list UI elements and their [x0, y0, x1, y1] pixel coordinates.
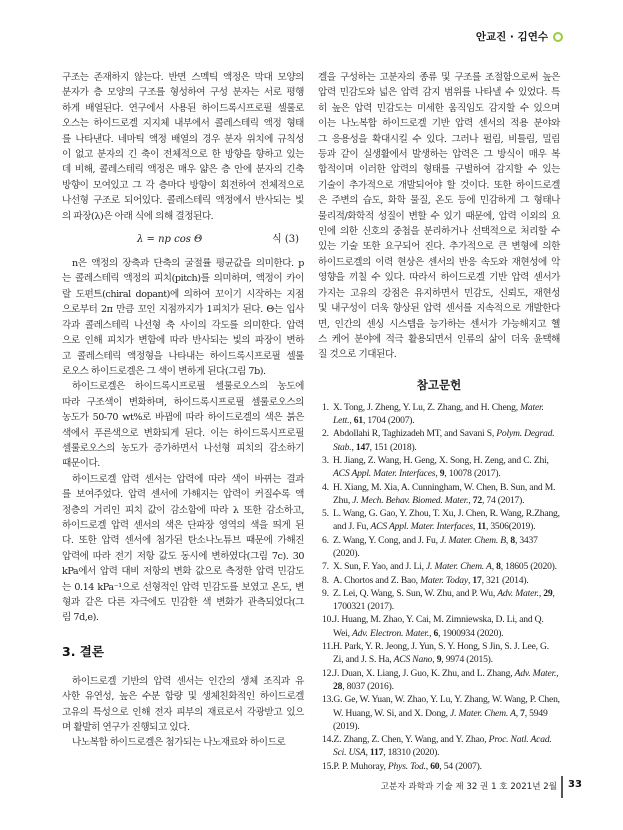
text-line: 압력에 따라 전기 저항 값도 동시에 변하였다(그림 7c). 30: [62, 550, 304, 562]
reference-authors: H. Xiang, M. Xia, A. Cunningham, W. Chen, B. Sun, and M. Zhu,: [333, 481, 556, 506]
reference-authors: G. Ge, W. Yuan, W. Zhao, Y. Lu, Y. Zhang, W. Wang, P. Chen, W. Huang, W. Si, and X. Dong,: [333, 694, 560, 719]
text-line: 따라 구조색이 변화하며, 하이드록시프로필 셀룰로오스의: [62, 396, 304, 408]
reference-journal: Mater. Lett.: [333, 401, 544, 427]
reference-pages-year: , 151 (2018).: [369, 441, 417, 453]
text-line: 로오스 하이드로겔은 그 색이 변하게 된다(그림 7b).: [62, 365, 266, 377]
reference-journal: J. Mater. Chem. A: [425, 561, 492, 573]
reference-item: [322, 481, 560, 508]
page-number: 33: [568, 779, 582, 790]
text-line: 데 비해, 콜레스테릭 액정은 매우 얇은 층 안에 분자의 긴축: [62, 164, 304, 176]
text-line: 하게 배열된다. 연구에서 사용된 하이드록시프로필 셀룰로: [62, 102, 304, 114]
text-line: 물리적/화학적 성질이 변할 수 있기 때문에, 압력 이외의 요: [318, 210, 560, 222]
text-line: 는 0.14 kPa⁻¹으로 선형적인 압력 민감도를 보였고 온도, 변: [62, 581, 304, 593]
reference-number: 6.: [322, 534, 329, 546]
reference-authors: H. Jiang, Z. Wang, H. Geng, X. Song, H. Zeng, and C. Zhi,: [333, 454, 549, 466]
reference-separator: ,: [435, 468, 440, 480]
reference-number: 15.: [322, 760, 334, 772]
text-line: 겔을 구성하는 고분자의 종류 및 구조를 조절함으로써 높은: [318, 72, 560, 83]
reference-volume: 72: [472, 494, 482, 506]
text-line: 형과 같은 다른 자극에도 민감한 색 변화가 관측되었다(그: [62, 597, 304, 608]
left-column: [62, 70, 304, 751]
reference-separator: ,: [505, 534, 511, 546]
reference-volume: 6: [433, 627, 439, 639]
reference-pages-year: , 3437 (2020).: [333, 534, 538, 559]
reference-authors: Abdollahi R, Taghizadeh MT, and Savani S,: [333, 428, 497, 440]
reference-item: [322, 560, 560, 573]
references-heading: 참고문헌: [416, 377, 462, 392]
reference-separator: ,: [429, 627, 434, 639]
reference-journal: J. Mater. Chem. B: [440, 534, 506, 546]
reference-pages-year: , 1700321 (2017).: [333, 587, 555, 613]
text-line: 의 파장(λ)은 아래 식에 의해 결정된다.: [62, 210, 214, 222]
text-line: 이 없고 분자의 긴 축이 전체적으로 한 방향을 향하고 있는: [62, 149, 304, 161]
reference-authors: X. Tong, J. Zheng, Y. Lu, Z. Zhang, and H. Cheng,: [333, 401, 521, 413]
text-line: 나선형 구조로 되어있다. 콜레스테릭 액정에서 반사되는 빛: [62, 195, 304, 207]
reference-item: [322, 693, 560, 733]
text-line: 그 응용성을 확대시킬 수 있다. 그러나 펄림, 비틀림, 밀림: [318, 133, 560, 145]
footer-divider: [561, 776, 563, 798]
reference-authors: Z. Wang, Y. Cong, and J. Fu,: [333, 534, 441, 546]
reference-volume: 60: [430, 760, 440, 772]
text-line: 스 케어 분야에 적극 활용되면서 인류의 삶이 더욱 윤택해: [318, 333, 560, 345]
text-line: 히 높은 압력 민감도는 미세한 움직임도 감지할 수 있으며: [318, 102, 560, 114]
reference-separator: ,: [472, 521, 478, 533]
text-line: 랄 도펀트(chiral dopant)에 의하여 꼬이기 시작하는 지점: [62, 288, 304, 300]
circle-bullet-icon: [553, 32, 563, 42]
reference-journal: Proc. Natl. Acad. Sci. USA: [333, 734, 552, 759]
text-line: 인에 의한 신호의 중첩을 분리하거나 선택적으로 처리할 수: [318, 226, 560, 238]
reference-number: 5.: [322, 508, 329, 520]
reference-journal: J. Mech. Behav. Biomed. Mater.: [352, 494, 469, 506]
reference-volume: 9: [436, 654, 442, 666]
text-line: 합적이며 이러한 압력의 형태를 구별하여 감지할 수 있는: [318, 164, 560, 176]
text-line: 은 주변의 습도, 화학 물질, 온도 등에 민감하게 그 형태나: [318, 195, 560, 207]
text-line: 고유의 특성으로 인해 전자 피부의 재료로서 각광받고 있으: [62, 706, 304, 718]
reference-authors: Z. Zhang, Z. Chen, Y. Wang, and Y. Zhao,: [333, 734, 489, 746]
footer-journal-info: 고분자 과학과 기술 제 32 권 1 호 2021년 2월: [380, 782, 557, 792]
reference-number: 13.: [322, 694, 334, 706]
reference-journal: J. Mater. Chem. A: [450, 707, 516, 719]
text-line: 오스는 하이드로겔 지지체 내부에서 콜레스테릭 액정 형태: [62, 118, 304, 130]
reference-journal: Adv. Electron. Mater.: [352, 627, 430, 639]
text-line: 하이드로겔의 이력 현상은 센서의 반응 속도와 재현성에 악: [318, 256, 560, 268]
reference-item: [322, 534, 560, 561]
reference-number: 2.: [322, 428, 329, 440]
reference-volume: 17: [472, 574, 482, 586]
left-column-paragraph-1: [62, 70, 304, 224]
text-line: 구조는 존재하지 않는다. 반면 스멕틱 액정은 막대 모양의: [62, 72, 304, 83]
reference-pages-year: , 18310 (2020).: [383, 747, 440, 759]
reference-authors: J. Huang, M. Zhao, Y. Cai, M. Zimniewska, D. Li, and Q. Wei,: [333, 614, 544, 639]
reference-volume: 8: [496, 561, 501, 573]
reference-pages-year: , 1900934 (2020).: [438, 627, 504, 639]
equation-formula: λ = np cos Θ: [137, 234, 203, 246]
text-line: 색에서 푸른색으로 변화되게 된다. 이는 하이드록시프로필: [62, 427, 304, 439]
reference-journal: ACS Appl. Mater. Interfaces: [333, 468, 436, 480]
reference-volume: 117: [369, 747, 384, 759]
reference-volume: 8: [510, 534, 515, 546]
reference-pages-year: , 74 (2017).: [481, 494, 525, 506]
reference-journal: ACS Appl. Mater. Interfaces: [370, 521, 473, 533]
equation-3: [62, 232, 304, 248]
reference-separator: ,: [351, 441, 356, 453]
text-line: 압력 민감도와 넓은 압력 감지 범위를 나타낼 수 있었다. 특: [318, 87, 560, 99]
text-line: 등과 같이 실생활에서 발생하는 압력은 그 방식이 매우 복: [318, 149, 560, 161]
reference-journal: Phys. Tod.: [387, 760, 426, 772]
text-line: 농도가 50-70 wt%로 바뀜에 따라 하이드로겔의 색은 붉은: [62, 412, 304, 424]
text-line: kPa에서 압력 대비 저항의 변화 값으로 측정한 압력 민감도: [62, 566, 304, 578]
reference-pages-year: , 8037 (2016).: [342, 680, 394, 692]
text-line: 림 7d,e).: [62, 612, 99, 624]
reference-pages-year: , 321 (2014).: [481, 574, 529, 586]
reference-authors: L. Wang, G. Gao, Y. Zhou, T. Xu, J. Chen, R. Wang, R.Zhang, and J. Fu,: [333, 508, 560, 533]
reference-volume: 9: [439, 468, 445, 480]
reference-volume: 29: [543, 587, 553, 599]
reference-volume: 11: [477, 521, 486, 533]
reference-separator: ,: [349, 415, 354, 427]
equation-label: 식 (3): [271, 234, 299, 246]
reference-journal: Adv. Mater.: [514, 667, 557, 679]
reference-journal: Mater. Today: [420, 574, 468, 586]
reference-separator: ,: [515, 707, 521, 719]
reference-number: 1.: [322, 401, 329, 413]
running-header: [476, 29, 563, 44]
reference-authors: A. Chortos and Z. Bao,: [333, 574, 421, 586]
text-line: 를 보여주었다. 압력 센서에 가해지는 압력이 커질수록 액: [62, 489, 304, 501]
text-line: 하이드로겔 압력 센서는 압력에 따라 색이 바뀌는 결과: [72, 473, 304, 485]
reference-pages-year: , 3506(2019).: [485, 521, 536, 533]
reference-volume: 7: [520, 707, 525, 719]
text-line: 분자가 층 모양의 구조를 형성하여 구성 분자는 서로 평행: [62, 87, 304, 99]
reference-separator: ,: [467, 574, 473, 586]
text-line: 나노복합 하이드로겔은 첨가되는 나노재료와 하이드로: [72, 737, 286, 749]
reference-number: 3.: [322, 454, 329, 466]
reference-pages-year: , 10078 (2017).: [444, 468, 501, 480]
text-line: 하이드로겔 기반의 압력 센서는 인간의 생체 조직과 유: [72, 675, 304, 687]
reference-item: [322, 574, 560, 587]
reference-number: 8.: [322, 574, 329, 586]
reference-number: 7.: [322, 561, 329, 573]
right-column-paragraph: [318, 70, 560, 363]
reference-pages-year: , 18605 (2020).: [500, 561, 557, 573]
reference-journal: Polym. Degrad. Stab.: [333, 428, 555, 453]
reference-pages-year: , 1704 (2007).: [362, 415, 415, 427]
reference-pages-year: , 54 (2007).: [439, 760, 482, 772]
text-line: 면, 인간의 센싱 시스템을 능가하는 센서가 가능해지고 헬: [318, 318, 560, 330]
text-line: 는 콜레스테릭 액정의 피치(pitch)를 의미하며, 액정이 카이: [62, 273, 304, 285]
reference-authors: P. P. Muhoray,: [333, 760, 388, 772]
text-line: 하이드로겔 압력 센서의 색은 단파장 영역의 색을 띄게 된: [62, 519, 304, 531]
reference-journal: ACS Nano: [393, 654, 433, 666]
reference-authors: H. Park, Y. R. Jeong, J. Yun, S. Y. Hong, S Jin, S. J. Lee, G. Zi, and J. S. Ha,: [333, 641, 549, 666]
reference-separator: ,: [556, 667, 559, 679]
text-line: 정층의 거리인 피치 값이 감소함에 따라 λ 또한 감소하고,: [62, 504, 304, 516]
reference-number: 14.: [322, 734, 334, 746]
reference-item: [322, 587, 560, 614]
text-line: 며 활발히 연구가 진행되고 있다.: [62, 722, 190, 734]
reference-item: [322, 427, 560, 454]
reference-number: 9.: [322, 587, 329, 599]
reference-journal: Adv. Mater.: [497, 587, 539, 599]
text-line: 고 콜레스테릭 액정형을 나타내는 하이드록시프로필 셀룰: [62, 350, 304, 362]
reference-item: [322, 760, 560, 773]
reference-volume: 61: [353, 415, 363, 427]
reference-item: [322, 507, 560, 534]
reference-item: [322, 613, 560, 640]
reference-separator: ,: [468, 494, 473, 506]
text-line: 방향이 모여있고 그 각 층마다 방향이 회전하여 전체적으로: [62, 179, 304, 191]
reference-item: [322, 454, 560, 481]
header-authors: 안교진 · 김연수: [475, 31, 548, 43]
section-heading-conclusion: 3. 결론: [62, 643, 104, 659]
text-line: 이는 나노복합 하이드로겔 기반 압력 센서의 적용 분야와: [318, 118, 560, 130]
conclusion-paragraphs: [62, 674, 304, 751]
text-line: 때문이다.: [62, 458, 100, 470]
reference-separator: ,: [425, 760, 431, 772]
reference-authors: X. Sun, F. Yao, and J. Li,: [333, 561, 426, 573]
text-line: 하이드로겔은 하이드록시프로필 셀룰로오스의 농도에: [72, 381, 304, 393]
text-line: 각과 콜레스테릭 나선형 축 사이의 각도를 의미한다. 압력: [62, 319, 304, 331]
text-line: 영향을 끼칠 수 있다. 따라서 하이드로겔 기반 압력 센서가: [318, 272, 560, 284]
reference-authors: Z. Lei, Q. Wang, S. Sun, W. Zhu, and P. Wu,: [333, 587, 498, 599]
reference-authors: J. Duan, X. Liang, J. Guo, K. Zhu, and L. Zhang,: [333, 667, 515, 679]
text-line: 를 나타낸다. 네마틱 액정 배열의 경우 분자 위치에 규칙성: [62, 133, 304, 145]
text-line: 으로부터 2π 만큼 꼬인 지점까지가 1피치가 된다. Θ는 입사: [62, 304, 304, 316]
reference-item: [322, 640, 560, 667]
reference-number: 12.: [322, 667, 334, 679]
text-line: 으로 인해 피치가 변함에 따라 반사되는 빛의 파장이 변하: [62, 335, 304, 347]
reference-pages-year: , 9974 (2015).: [441, 654, 493, 666]
reference-separator: ,: [365, 747, 370, 759]
reference-number: 10.: [322, 614, 334, 626]
reference-item: [322, 667, 560, 694]
right-column: [318, 70, 560, 773]
text-line: 셀룰로오스의 농도가 증가하면서 나선형 피치의 감소하기: [62, 442, 304, 454]
reference-volume: 28: [333, 680, 343, 692]
text-line: 및 내구성이 더욱 향상된 압력 센서를 지속적으로 개발한다: [318, 303, 560, 315]
text-line: 질 것으로 기대된다.: [318, 349, 397, 361]
text-line: 가지는 고유의 강점은 유지하면서 민감도, 신뢰도, 재현성: [318, 287, 560, 299]
reference-number: 11.: [322, 641, 334, 653]
text-line: 사한 유연성, 높은 수분 함량 및 생체친화적인 하이드로겔: [62, 691, 304, 703]
reference-volume: 147: [355, 441, 370, 453]
text-line: 있는 기술 또한 요구되어 진다. 추가적으로 큰 변형에 의한: [318, 241, 560, 253]
text-line: 기술이 추가적으로 개발되어야 할 것이다. 또한 하이드로겔: [318, 179, 560, 191]
reference-separator: ,: [491, 561, 497, 573]
reference-item: [322, 733, 560, 760]
references-list: [318, 401, 560, 773]
left-column-paragraphs: [62, 256, 304, 626]
reference-item: [322, 401, 560, 428]
reference-number: 4.: [322, 481, 329, 493]
text-line: 다. 또한 압력 센서에 첨가된 탄소나노튜브 때문에 가해진: [62, 535, 304, 547]
text-line: n은 액정의 장축과 단축의 굴절률 평균값을 의미한다. p: [72, 258, 304, 270]
reference-separator: ,: [432, 654, 437, 666]
reference-separator: ,: [538, 587, 544, 599]
reference-pages-year: , 5949 (2019).: [333, 707, 548, 732]
